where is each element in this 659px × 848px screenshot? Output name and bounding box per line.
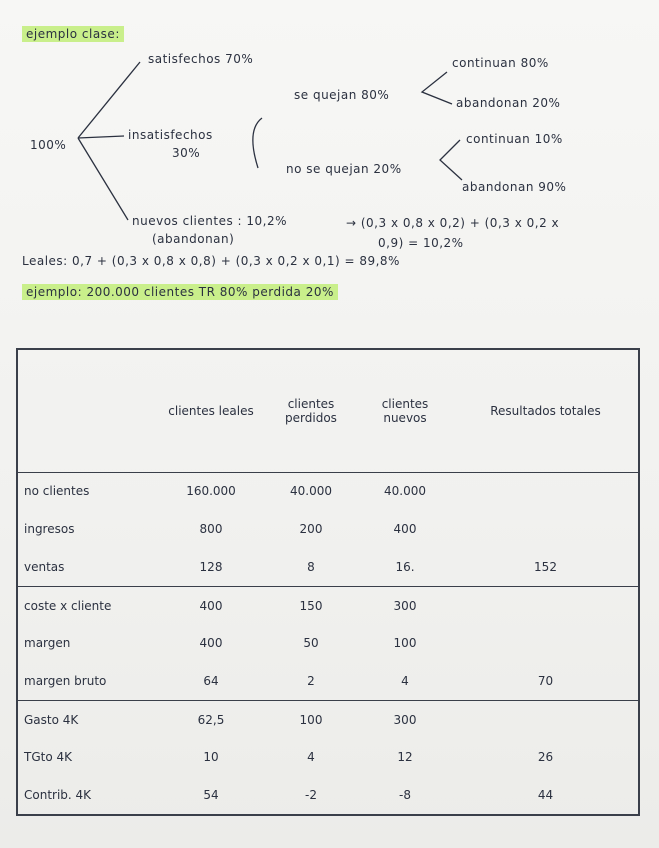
table-cell: 16. (395, 559, 415, 574)
root-percent: 100% (30, 138, 67, 152)
table-cell: 100 (393, 636, 417, 651)
table-cell: 300 (357, 700, 453, 738)
table-cell: 54 (203, 788, 219, 803)
table-row (17, 776, 639, 815)
table-cell: 152 (534, 559, 557, 574)
branch-new-line (78, 138, 128, 220)
header-cell: clientes nuevos (381, 396, 429, 425)
table-row (17, 662, 639, 700)
table-cell: 200 (299, 522, 323, 537)
no-complain-label: no se quejan 20% (286, 162, 402, 176)
table-header-row (17, 349, 639, 472)
row-label: ingresos (24, 522, 75, 537)
header-cell: clientes leales (168, 403, 254, 418)
table-cell: 40.000 (357, 472, 453, 510)
table-cell: 800 (199, 522, 223, 537)
brace-no-complain (440, 140, 462, 180)
table-row (17, 624, 639, 662)
table-row (17, 510, 639, 548)
complain-label: se quejan 80% (294, 88, 390, 102)
branch-satisfied-line (78, 62, 140, 138)
table-cell: -2 (305, 788, 317, 803)
brace-complain (422, 72, 452, 104)
table-cell: 70 (537, 673, 554, 688)
table-cell: 400 (393, 522, 417, 537)
abandon-label-2: abandonan 90% (462, 180, 567, 194)
table-cell (453, 700, 639, 738)
table-cell: 26 (537, 750, 554, 765)
table-cell: 400 (157, 586, 265, 624)
unsatisfied-label: insatisfechos (128, 128, 213, 142)
abandon-label-1: abandonan 20% (456, 96, 561, 110)
new-clients-label: nuevos clientes : 10,2% (132, 214, 287, 228)
table-row (17, 700, 639, 738)
row-label: coste x cliente (17, 586, 157, 624)
table-cell: 8 (307, 559, 315, 574)
row-label: TGto 4K (24, 750, 72, 765)
example-2-label: ejemplo: 200.000 clientes TR 80% perdida 20% (22, 284, 338, 300)
table-cell (453, 586, 639, 624)
table-cell: 50 (303, 636, 319, 651)
table-cell: 2 (307, 673, 315, 688)
table-row (17, 548, 639, 586)
table-row (17, 472, 639, 510)
table-cell (453, 510, 639, 548)
table-row (17, 739, 639, 777)
table-cell: 44 (537, 788, 554, 803)
header-cell: Resultados totales (490, 403, 601, 418)
row-label: Gasto 4K (17, 700, 157, 738)
example-label: ejemplo clase: (22, 26, 124, 42)
table-cell: 12 (397, 750, 413, 765)
table-cell: 62,5 (157, 700, 265, 738)
table-cell: 100 (265, 700, 357, 738)
unsatisfied-percent: 30% (172, 146, 201, 160)
table-cell (453, 472, 639, 510)
table-cell: 4 (401, 673, 409, 688)
results-table (16, 348, 640, 816)
continue-label-1: continuan 80% (452, 56, 549, 70)
table-row (17, 586, 639, 624)
row-label: ventas (24, 559, 65, 574)
new-clients-calc-2: 0,9) = 10,2% (378, 236, 464, 250)
new-clients-note: (abandonan) (152, 232, 235, 246)
loyal-calc: Leales: 0,7 + (0,3 x 0,8 x 0,8) + (0,3 x 0,2 x 0,1) = 89,8% (22, 254, 400, 268)
satisfied-label: satisfechos 70% (148, 52, 254, 66)
table-cell: 40.000 (265, 472, 357, 510)
brace-unsatisfied (253, 118, 262, 168)
row-label: margen (24, 636, 71, 651)
branch-unsatisfied-line (78, 136, 124, 138)
table-cell: 128 (199, 559, 223, 574)
header-cell (17, 349, 157, 472)
table-cell (453, 624, 639, 662)
table-cell: 4 (307, 750, 315, 765)
table-cell: 400 (199, 636, 223, 651)
table-cell: 10 (203, 750, 219, 765)
table-cell: 64 (203, 673, 219, 688)
table-cell: 300 (357, 586, 453, 624)
table-cell: 150 (265, 586, 357, 624)
header-cell: clientes perdidos (285, 396, 337, 425)
row-label: margen bruto (24, 673, 107, 688)
table-cell: -8 (399, 788, 411, 803)
row-label: no clientes (17, 472, 157, 510)
new-clients-calc-1: → (0,3 x 0,8 x 0,2) + (0,3 x 0,2 x (346, 216, 560, 230)
row-label: Contrib. 4K (24, 788, 92, 803)
table-cell: 160.000 (157, 472, 265, 510)
continue-label-2: continuan 10% (466, 132, 563, 146)
